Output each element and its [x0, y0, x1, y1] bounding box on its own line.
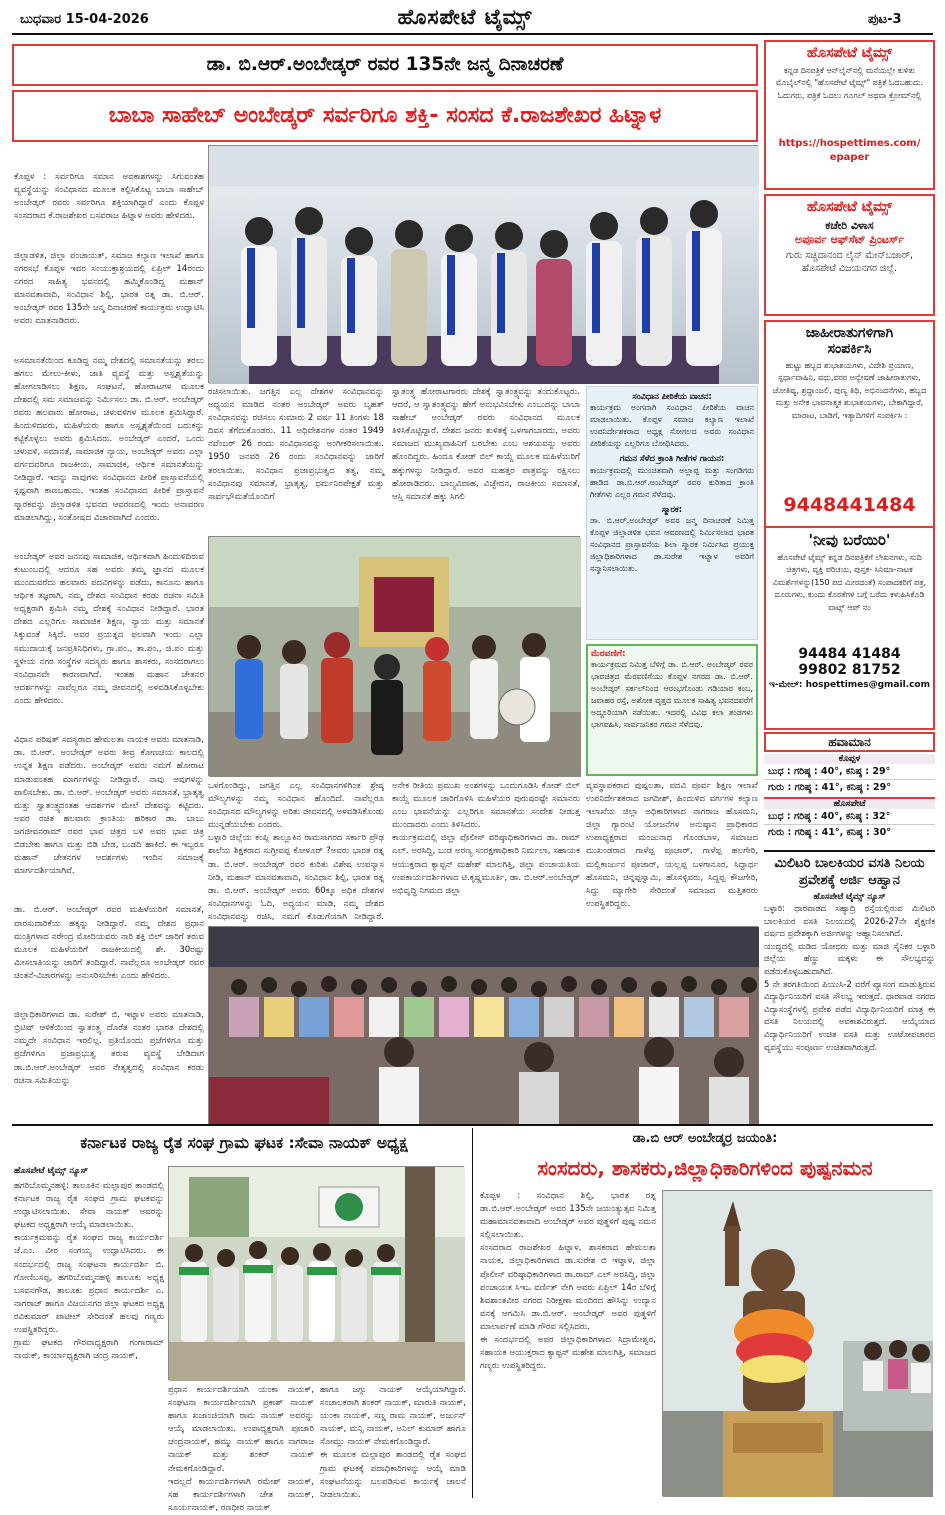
farmers-column-1: ಹಗರಿಬೊಮ್ಮನಹಳ್ಳಿ: ತಾಲೂಕಿನ ಮಲ್ಪಾಪುರ ತಾಂಡದಲ್ಲಿ ಕರ್ನಾಟಕ ರಾಜ್ಯ ರೈತ ಸಂಘದ ಗ್ರಾಮ ಘಟಕವನ್ನು ಉದ್ಘಾಟಿಸಲಾಯಿತು. ಸೇವಾ ನಾಯಕ್ ಅವರನ್ನು ಘಟಕದ ಅಧ್ಯಕ್ಷರಾಗಿ ಆಯ್ಕೆ ಮಾಡಲಾಯಿತು. ಕಾರ್ಯಕ್ರಮವನ್ನು ರೈತ ಸಂಘದ ರಾಜ್ಯ ಕಾರ್ಯದರ್ಶಿ ಜೆ.ಎಂ. ವೀರ ಸಂಗಯ್ಯ ಉದ್ಘಾಟಿಸಿದರು. ಈ ಸಂದರ್ಭದಲ್ಲಿ ರಾಜ್ಯ ಸಂಘಟನಾ ಕಾರ್ಯದರ್ಶಿ ಬಿ. ಗೋಣಿಬಸಪ್ಪ, ಹಗರಿಬೊಮ್ಮನಹಳ್ಳಿ ತಾಲೂಕು ಅಧ್ಯಕ್ಷ ಬಸವನಗೌಡ, ತಾಲೂಕು ಪ್ರಧಾನ ಕಾರ್ಯದರ್ಶಿ ಎ. ನಾಗರಾಜ್ ಹಾಗೂ ವಿಜಯನಗರ ಜಿಲ್ಲಾ ಘಟಕದ ಅಧ್ಯಕ್ಷ ರವಿಕುಮಾರ್ ಪಾಟೀಲ್ ಸೇರಿದಂತೆ ಹಲವು ಗಣ್ಯರು ಉಪಸ್ಥಿತರಿದ್ದರು. ಗ್ರಾಮ ಘಟಕದ ಗೌರವಾಧ್ಯಕ್ಷರಾಗಿ ಗಂಗಾರಾಮ್ ನಾಯಕ್, ಕಾರ್ಯಾಧ್ಯಕ್ಷರಾಗಿ ಚಂದ್ರ ನಾಯಕ್,	[14, 1181, 164, 1362]
procession-heading: ಮೆರವಣಿಗೆ:	[591, 649, 626, 659]
email-label: ಇ-ಮೇಲ್:	[769, 680, 803, 690]
lead-column-4: ವ್ಯವಸ್ಥಾಪಕರಾದ ಪುಷ್ಪಲತಾ, ಪದವಿ ಪೂರ್ವ ಶಿಕ್ಷಣ ಇಲಾಖೆ ಉಪನಿರ್ದೇಶಕರಾದ ಜಗದೀಶ್, ಹಿಂದುಳಿದ ವರ್ಗಗಳ ಕಲ್ಯಾಣ ಇಲಾಖೆಯ ಜಿಲ್ಲಾ ಅಧಿಕಾರಿಗಳಾದ ನಾಗರಾಜ ಹೊಸಮನಿ, ಜಿಲ್ಲಾ ಗ್ಯಾರಂಟಿ ಯೋಜನೆಗಳ ಅನುಷ್ಠಾನ ಪ್ರಾಧಿಕಾರದ ಉಪಾಧ್ಯಕ್ಷರಾದ ಮಂಜುನಾಥ ಗೊಂಡಬಾಳ, ಸಮಾಜದ ಮುಖಂಡರಾದ ಗಾಳೆಪ್ಪ ಪೂಜಾರ್, ಗಾಳೆಪ್ಪ ಹಲಗೇರಿ, ಮಲ್ಲಿಕಾರ್ಜುನ ಪೂಜಾರ್, ಯಲ್ಲಪ್ಪ ಬಳಗಾನೂರ, ಸಿದ್ದಾರ್ಥ ಹೊಸಮನಿ, ಚಿನ್ನಪ್ಪಸ್ವಾಮಿ, ಹೊಸಳ್ಳಿವರು, ಸಿದ್ದಪ್ಪ ಕೌಜಗೇರಿ, ಸಿದ್ದು ಮ್ಯಾಗೇರಿ ಸೇರಿದಂತೆ ಸಮಾಜದ ಮತ್ತಿತರರು ಉಪಸ್ಥಿತರಿದ್ದರು.	[586, 781, 761, 909]
office-label: ಕಚೇರಿ ವಿಳಾಸ	[825, 219, 874, 232]
lead-column-2b: ಒಳಗೊಂಡಿದ್ದು, ಜಗತ್ತಿನ ಎಲ್ಲ ಸಂವಿಧಾನಗಳಿಗಿಂತ ಶ್ರೇಷ್ಠ ಮೌಲ್ಯಗಳನ್ನು ನಮ್ಮ ಸಂವಿಧಾನ ಹೊಂದಿದೆ. ನಾವೆಲ್ಲರೂ ಸಂವಿಧಾನದ ಮೌಲ್ಯಗಳನ್ನು ಅರಿತು ಜೀವನದಲ್ಲಿ ಅಳವಡಿಸಿಕೊಂಡು ಮುನ್ನಡೆಯಬೇಕು ಎಂದರು. ಬಳ್ಳಾರಿ ಜಿಲ್ಲೆಯ ಕಂಪ್ಲಿ ತಾಲ್ಲೂಕಿನ ರಾಮಸಾಗರದ ಸರ್ಕಾರಿ ಪ್ರೌಢ ಶಾಲೆಯ ಶಿಕ್ಷಕರಾದ ಸುಗ್ರೀವಪ್ಪ ಕೋಳೂರ್ ?ಅವರು ಭಾರತ ರತ್ನ ಡಾ. ಬಿ.ಆರ್. ಅಂಬೇಡ್ಕರ್ ರವರ ಕುರಿತು ವಿಶೇಷ ಉಪನ್ಯಾಸ ನೀಡಿ, ಮಹಾನ್ ಮಾನವತಾವಾದಿ, ಸಂವಿಧಾನ ಶಿಲ್ಪಿ, ಭಾರತ ರತ್ನ ಡಾ. ಬಿ.ಆರ್. ಅಂಬೇಡ್ಕರ್ ಅವರು 60ಕ್ಕೂ ಅಧಿಕ ದೇಶಗಳ ಸಂವಿಧಾನಗಳನ್ನು ಓದಿ, ಅಧ್ಯಯನ ಮಾಡಿ, ನಮ್ಮ ದೇಶದ ಸಂವಿಧಾನವನ್ನು ರಚಿಸಿ, ನಮಗೆ ಕೊಡುಗೆಯಾಗಿ ನೀಡಿದ್ದಾರೆ.	[208, 781, 384, 922]
statue-photo	[662, 1190, 932, 1496]
farmers-column-2: ಪ್ರಧಾನ ಕಾರ್ಯದರ್ಶಿಯಾಗಿ ಯಂಕಾ ನಾಯಕ್, ಸಂಘಟನಾ ಕಾರ್ಯದರ್ಶಿಯಾಗಿ ಪ್ರಕಾಶ್ ನಾಯಕ್ ಹಾಗೂ ಖಜಾಂಚಿಯಾಗಿ ರಾಮ ನಾಯಕ್ ಅವರನ್ನು ಆಯ್ಕೆ ಮಾಡಲಾಯಿತು. ಉಪಾಧ್ಯಕ್ಷರಾಗಿ ಪೂಜಾರಿ ಚಂದ್ರನಾಯಕ್, ಹಮ್ಮು ನಾಯಕ್ ಹಾಗೂ ನಾಗರಾಜ ನಾಯಕ್ ಮತ್ತು ಶಂಕರ್ ನಾಯಕ್ ನೇಮಕಗೊಂಡಿದ್ದಾರೆ. ಇದಲ್ಲದೆ ಕಾರ್ಯದರ್ಶಿಗಳಾಗಿ ರಮೇಶ್ ನಾಯಕ್, ಸಹ ಕಾರ್ಯದರ್ಶಿಗಳಾಗಿ ಚೇತ ನಾಯಕ್, ಸೂರ್ಯನಾಯಕ್, ರಣಧೀರ ನಾಯಕ್	[168, 1385, 314, 1513]
lead-paragraph: ಅಸಮಾನತೆಯಿಂದ ಕೂಡಿದ್ದ ನಮ್ಮ ದೇಶದಲ್ಲಿ ಸಮಾನತೆಯನ್ನು ತರಲು ಹಗಲು ಮೇಲು-ಕೀಳು, ಜಾತಿ ವ್ಯವಸ್ಥೆ ಮತ್ತು ಅಸ್ಪೃಶ್ಯತೆಯನ್ನು ಹೋಗಲಾಡಿಸಲು ಶಿಕ್ಷಣ, ಸಂಘಟನೆ, ಹೋರಾಟಗಳ ಮೂಲಕ ದೇಶದಲ್ಲಿ ಸಮ ಸಮಾಜವನ್ನು ನಿರ್ಮಿಸಲು ಡಾ. ಬಿ.ಆರ್. ಅಂಬೇಡ್ಕರ್ ರವರು ಹಲವಾರು ಹೋರಾಟ, ಚಳುವಳಿಗಳ ಮೂಲಕ ಶ್ರಮಿಸಿದ್ದಾರೆ. ಹಿಂದುಳಿದವರು, ಮಹಿಳೆಯರು ಹಾಗೂ ಅಸ್ಪೃಶ್ಯತೆಯಿಂದ ಬದುಕನ್ನು ಕಟ್ಟಿಕೊಳ್ಳಲು ಅವರು ಶ್ರಮಿಸಿದರು. ಅಂಬೇಡ್ಕರ್ ಎಂದರೆ, ಒಂದು ಚಳುವಳಿ, ಸಮಾನತೆ, ಸಾಮಾಜಿಕ ನ್ಯಾಯ, ಅಂಬೇಡ್ಕರ್ ಅವರು ಎಲ್ಲಾ ವರ್ಗದವರಿಗೂ ರಾಜಕೀಯ, ಸಾಮಾಜಿಕ, ಆರ್ಥಿಕ ಸಮಾನತೆಯನ್ನು ನೀಡಿದ್ದಾರೆ. ಇದನ್ನು ನಾವುಗಳು ಸಂವಿಧಾನದ ಪೀಠಿಕೆ ಪ್ರಾಸ್ತಾವನೆಯಲ್ಲಿ ಸ್ಪಷ್ಟವಾಗಿ ಕಾಣಬಹುದು. ಇಂತಹ ಸಂವಿಧಾನದ ಪೀಠಿಕೆ ಪ್ರಾಸ್ತಾವನೆ ಸ್ಮಾರಕವನ್ನು ಜಿಲ್ಲಾಡಳಿತ ಭವನದ ಆವರಣದಲ್ಲಿ ಇಂದು ಅನಾವರಣ ಮಾಡಲಾಗಿದ್ದು, ಸಂತೋಷದ ವಿಚಾರವಾಗಿದೆ ಎಂದರು.	[14, 355, 207, 523]
masthead-title: ಹೊಸಪೇಟೆ ಟೈಮ್ಸ್	[397, 5, 533, 29]
lead-paragraph: ಅಂಬೇಡ್ಕರ್ ಅವರ ಜನನವು ಸಾಮಾಜಿಕ, ಆರ್ಥಿಕವಾಗಿ ಹಿಂದುಳಿದಿರುವ ಕುಟುಂಬದಲ್ಲಿ ಆದರೂ ಸಹ ಅವರು ತಮ್ಮ ಜ್ಞಾನದ ಮೂಲಕ ಮುಂದುವರೆದು ಹಲವಾರು ಪದವಿಗಳನ್ನು ಪಡೆದು, ಕಾನೂನು ಹಾಗೂ ಆರ್ಥಿಕ ತಜ್ಞರಾಗಿ, ನಮ್ಮ ದೇಶದ ಸಂವಿಧಾನ ಕರಡು ರಚನಾ ಸಮಿತಿ ಅಧ್ಯಕ್ಷರಾಗಿ ಶ್ರಮಿಸಿ ನಮ್ಮ ದೇಶಕ್ಕೆ ಸಂವಿಧಾನ ನೀಡಿದ್ದಾರೆ. ಭಾರತ ದೇಶದ ಎಲ್ಲರಿಗೂ ಸಾಮಾಜಿಕ ಶಿಕ್ಷಣ, ನ್ಯಾಯ ಮತ್ತು ಸಮಾನತೆ ಸಿಕ್ಕುವಂತೆ ಸಿಕ್ಕಿದೆ. ಅವರ ಪ್ರಯತ್ನದ ಫಲವಾಗಿ ಇಂದು ಎಲ್ಲಾ ಸಮುದಾಯಕ್ಕೆ ಜನಪ್ರತಿನಿಧಿಗಳು, ಗ್ರಾ.ಪಂ., ತಾ.ಪಂ., ಜಿ.ಪಂ ಮತ್ತು ಸ್ಥಳೀಯ ನಗರ ಸಂಸ್ಥೆಗಳ ಸದಸ್ಯರು ಹಾಗೂ ಶಾಸಕರು, ಸಂಸದರಾಗಲು ಸಂವಿಧಾನವೇ ಕಾರಣವಾಗಿದೆ. ಇಂತಹ ಮಹಾನ ಚೇತನರ ಆದರ್ಶಗಳನ್ನು ನಾವೆಲ್ಲರೂ ನಮ್ಮ ಜೀವನದಲ್ಲಿ ಅಳವಡಿಸಿಕೊಳ್ಳಬೇಕು ಎಂದು ಹೇಳಿದರು.	[14, 551, 207, 706]
lead-kicker-box	[12, 44, 758, 86]
sidebar	[764, 40, 935, 1120]
lead-column-3b: ಅನೇಕ ರೀತಿಯ ಪ್ರಮುಖ ಅಂಶಗಳನ್ನು ಒಂದುಗೂಡಿಸಿ ಕೋಡ್ ಬಿಲ್ ಕಾಯ್ದೆ ಮೂಲಕ ಜಾರಿಗೊಳಿಸಿ ಮಹಿಳೆಯರ ಪುರುಷರಷ್ಟೇ ಸಮಾನರು ಎಂಬ ಭಾವನೆಯನ್ನು ಎಲ್ಲರಿಗೂ ಸಮಾನತೆಯ ಸಂದೇಶ ನೀಡುತ್ತ ಮುಂದಾದರು ಎಂದು ತಿಳಿಸಿದರು. ಕಾರ್ಯಕ್ರಮದಲ್ಲಿ ಜಿಲ್ಲಾ ಪೊಲೀಸ್ ವರಿಷ್ಠಾಧಿಕಾರಿಗಳಾದ ಡಾ. ರಾಮ್ ಎಲ್. ಅರಸಿದ್ದಿ, ಬುಡ ಅರಣ್ಯ ಸಂರಕ್ಷಣಾಧಿಕಾರಿ ನಿರ್ಮಲಾ, ಸಹಾಯಕ ಆಯುಕ್ತರಾದ ಕ್ಯಾಪ್ಟನ್ ಮಹೇಶ್ ಮಾಲಗಿತ್ತಿ, ಜಿಲ್ಲಾ ಪಂಚಾಯತಿಯ ಉಪಕಾರ್ಯದರ್ಶಿಗಳಾದ ಟಿ.ಕೃಷ್ಣಮೂರ್ತಿ, ಡಾ. ಬಿ.ಆರ್.ಅಂಬೇಡ್ಕರ್ ಅಭಿವೃದ್ಧಿ ನಿಗಮದ ಜಿಲ್ಲಾ	[392, 781, 580, 896]
brand-name: ಹೊಸಪೇಟೆ ಟೈಮ್ಸ್	[806, 45, 893, 61]
farmers-story-byline: ಹೊಸಪೇಟೆ ಟೈಮ್ಸ್ ನ್ಯೂಸ್	[14, 1166, 89, 1176]
weather-city-1: ಕೊಪ್ಪಳ	[764, 754, 935, 764]
masthead-rule	[12, 33, 933, 35]
procession-box	[586, 644, 758, 776]
lead-kicker: ಡಾ. ಬಿ.ಆರ್.ಅಂಬೇಡ್ಕರ್ ರವರ 135ನೇ ಜನ್ಮ ದಿನಾಚರಣೆ	[206, 54, 564, 75]
hostel-notice	[764, 850, 935, 1125]
stage-photo	[208, 145, 758, 383]
classifieds-ad	[764, 320, 935, 552]
farmers-photo	[168, 1166, 464, 1380]
lead-column-2a: ರಚಿಸಲಾಯಿತು. ಜಗತ್ತಿನ ಎಲ್ಲ ದೇಶಗಳ ಸಂವಿಧಾನವನ್ನು ಅಧ್ಯಯನ ಮಾಡಿದ ನಂತರ ಅಂಬೇಡ್ಕರ್ ಅವರು ಬೃಹತ್ ಸಂವಿಧಾನವನ್ನು ರಚಿಸಲು ಸುಮಾರು 2 ವರ್ಷ 11 ತಿಂಗಳು 18 ದಿವಸ ತೆಗೆದುಕೊಂಡರು. 11 ಅಧಿವೇಶನಗಳ ನಂತರ 1949 ನವೆಂಬರ್ 26 ರಂದು ಸಂವಿಧಾನವನ್ನು ಅಂಗೀಕರಿಸಲಾಯಿತು. 1950 ಜನವರಿ 26 ರಂದು ಸಂವಿಧಾನವನ್ನು ಜಾರಿಗೆ ತರಲಾಯಿತು. ಸಂವಿಧಾನ ಪ್ರಜಾಪ್ರಭುತ್ವದ ತತ್ವ, ನಮ್ಮ ಸಂವಿಧಾನವು ಸಮಾನತೆ, ಭ್ರಾತೃತ್ವ, ಧರ್ಮನಿರಪೇಕ್ಷತೆ ಮತ್ತು ಸಾರ್ವಭೌಮತೆಯೊಂದಿಗೆ	[208, 387, 387, 502]
lead-paragraph: ವಿಧಾನ ಪರಿಷತ್ ಸದಸ್ಯರಾದ ಹೇಮಲತಾ ನಾಯಕ ಅವರು ಮಾತನಾಡಿ, ಡಾ. ಬಿ.ಆರ್. ಅಂಬೇಡ್ಕರ್ ಅವರು ತೀವ್ರ ಕೋಣಚಿಯ ಕಾಲದಲ್ಲಿ ಉನ್ನತ ಶಿಕ್ಷಣ ಪಡೆದರು. ಅಂಬೇಡ್ಕರ್ ಅವರು ನಮಗೆ ಹೋರಾಟ ಮಾಡುವಂತಹ ಮಾರ್ಗಗಳನ್ನು ನೀಡಿದ್ದಾರೆ. ನಾವು ಅವುಗಳನ್ನು ಪಾಲಿಸಬೇಕು. ಡಾ. ಬಿ.ಆರ್. ಅಂಬೇಡ್ಕರ್ ಅವರು ಸಮಾನತೆ, ಭ್ರಾತೃತ್ವ ಮತ್ತು ಸ್ವಾತಂತ್ರ್ಯದಂತಹ ಆದರ್ಶಗಳ ಮೇಲೆ ದೇಶವನ್ನು ಕಟ್ಟಿದರು. ಅವರ ರಚಿತ ಹಲವಾರು ಕ್ರಾಂತಿಯ ಹರಿಕಾರ ಡಾ. ಬಾಬು ಜಗಜೀವನರಾಮ್ ರವರ ಭಾವ ಚಿತ್ರದ ಬಳಿ ಅವರ ಭಾವ ಚಿತ್ರ ಬಿಡಬೇಕು ಹಾಗೂ ಮತ್ತು ಬಿಡಿ ಬೇಡ, ಬುಡದಿ ಹಾಕಿದೆ. ಈ ಇಬ್ಬರೂ ಮಹಾನ್ ಚೇತನಗಳ ಆದರ್ಶಗಳು ಇಂದಿನ ಸಮಾಜಕ್ಕೆ ಮಾರ್ಗದರ್ಶಿಯಾಗಿವೆ.	[14, 735, 207, 877]
procession-text: ಕಾರ್ಯಕ್ರಮದ ನಿಮಿತ್ತ ಬೆಳಿಗ್ಗೆ ಡಾ. ಬಿ.ಆರ್. ಅಂಬೇಡ್ಕರ್ ರವರ ಭಾವಚಿತ್ರದ ಮೆರವಣಿಗೆಯು ಕೊಪ್ಪಳ ನಗರದ ಡಾ. ಬಿ.ಆರ್. ಅಂಬೇಡ್ಕರ್ ಸರ್ಕಲ್‌ನಿಂದ ಆರಂಭಗೊಂಡು ಗಡಿಯಾರ ಕಂಬ, ಜವಾಹರ ರಸ್ತೆ, ಅಶೋಕ ವೃತ್ತದ ಮೂಲಕ ಸಾಹಿತ್ಯ ಭವನದವರೆಗೆ ಅದ್ದೂರಿಯಾಗಿ ನಡೆಯಿತು. ಇದರಲ್ಲಿ ವಿವಿಧ ಕಲಾ ತಂಡಗಳು ಭಾಗವಹಿಸಿ, ಸಾರ್ವಜನಿಕರ ಗಮನ ಸೆಳೆದವು.	[591, 660, 756, 729]
classifieds-text: ಹುಟ್ಟು ಹಬ್ಬದ ಶುಭಾಶಯಗಳು, ವಿದೇಶಿ ಪ್ರಯಾಣ, ಸ್ಪರ್ಧಾವಾಹಿನಿ, ವಧು,ವರರ ಅನ್ವೇಷಣೆ ಜಾಹೀರಾತುಗಳು, ಜೋತಿಷ್ಯ, ಶ್ರದ್ಧಾಂಜಲಿ, ಪುಣ್ಯ ತಿಥಿ, ಅಭಿನಂದನೆಗಳು, ಹಬ್ಬದ ಮತ್ತು ಅನೇಕ ಭಾವನಾತ್ಮಕ ಶುಭಾಶಯಗಳು, ಬೇಕಾಗಿದ್ದಾರೆ, ಮಾರಾಟ, ಬಾಡಿಗೆ, ಇತ್ಯಾದಿಗಳಿಗೆ ಸಂಪರ್ಕಿಸಿ :	[772, 361, 927, 420]
info-box	[586, 386, 758, 640]
brand-name: ಹೊಸಪೇಟೆ ಟೈಮ್ಸ್	[806, 199, 893, 215]
phone-1: 94484 41484	[798, 646, 901, 662]
phone-2: 99802 81752	[798, 662, 901, 678]
info-heading-preamble: ಸಂವಿಧಾನ ಪೀಠಿಕೆಯ ವಾಚನ:	[632, 391, 712, 401]
weather-row: ಬುಧ : ಗರಿಷ್ಠ : 40°, ಕನಿಷ್ಠ : 29°	[764, 764, 935, 780]
hostel-title: ಮಿಲಿಟರಿ ಬಾಲಕಿಯರ ವಸತಿ ನಿಲಯ ಪ್ರವೇಶಕ್ಕೆ ಅರ್ಜಿ ಆಹ್ವಾನ	[774, 856, 925, 888]
info-heading-songs: ಗಮನ ಸೆಳೆದ ಕ್ರಾಂತಿ ಗೀತೆಗಳ ಗಾಯನ:	[619, 453, 725, 464]
farmers-story-title: ಕರ್ನಾಟಕ ರಾಜ್ಯ ರೈತ ಸಂಘ ಗ್ರಾಮ ಘಟಕ :ಸೇವಾ ನಾಯಕ್ ಅಧ್ಯಕ್ಷ	[80, 1134, 408, 1152]
email-address[interactable]: hospettimes@gmail.com	[805, 680, 930, 690]
tribute-text: ಕೊಪ್ಪಳ : ಸಂವಿಧಾನ ಶಿಲ್ಪಿ, ಭಾರತ ರತ್ನ ಡಾ.ಬಿ.ಆರ್.ಅಂಬೇಡ್ಕರ್ ಅವರ 135ನೇ ಜಯಂತ್ಯುತ್ಸವ ನಿಮಿತ್ತ ಮಹಾಮಾನವತಾವಾದಿ ಅಂಬೇಡ್ಕರ್ ಅವರ ಪುತ್ಥಳಿಗೆ ಪುಷ್ಪ ನಮನ ಸಲ್ಲಿಸಲಾಯಿತು. ಸಂಸದರಾದ ರಾಜಶೇಖರ ಹಿಟ್ನಾಳ, ಶಾಸಕರಾದ ಹೇಮಲತಾ ನಾಯಕ, ಜಿಲ್ಲಾಧಿಕಾರಿಗಳಾದ ಡಾ.ಸುರೇಶ ಬಿ ಇಟ್ನಾಳ, ಜಿಲ್ಲಾ ಪೊಲೀಸ್ ವರಿಷ್ಠಾಧಿಕಾರಿಗಳಾದ ಡಾ.ರಾಮ್ ಎಲ್ ಅರಸಿದ್ದಿ, ಜಿಲ್ಲಾ ಪಂಚಾಯತ ಸಿಇಒ ವರ್ಣಿತ್ ನೇಗಿ ಅವರು ಏಪ್ರಿಲ್ 14ರ ಬೆಳಿಗ್ಗೆ ಶಿವಶಾಂತವೀರ ನಗರದ ನಿರೀಕ್ಷಣಾ ಮಂದಿರದ ಹೌಸಿನ್ನು ಉದ್ಯಾನ ವನಕ್ಕೆ ಆಗಮಿಸಿ ಡಾ.ಬಿ.ಆರ್. ಅಂಬೇಡ್ಕರ್ ಅವರ ಪುತ್ಥಳಿಗೆ ಮಾಲಾರ್ಪಣೆ ಮಾಡಿ ಗೌರವ ಸಲ್ಲಿಸಿದರು. ಈ ಸಂದರ್ಭದಲ್ಲಿ ಅಪರ ಜಿಲ್ಲಾಧಿಕಾರಿಗಳಾದ ಸಿದ್ರಾಮೇಶ್ವರ, ಸಹಾಯಕ ಆಯುಕ್ತರಾದ ಕ್ಯಾಪ್ಟನ್ ಮಹೇಶ ಮಾಲಗಿತ್ತಿ, ಸಮಾಜದ ಗಣ್ಯರು ಉಪಸ್ಥಿತರಿದ್ದರು.	[480, 1191, 656, 1372]
weather-row: ಗುರು : ಗರಿಷ್ಠ : 41°, ಕನಿಷ್ಠ : 30°	[768, 827, 891, 838]
weather-row: ಗುರು : ಗರಿಷ್ಠ : 41°, ಕನಿಷ್ಠ : 29°	[768, 782, 891, 793]
masthead	[0, 0, 945, 36]
classifieds-phone: 9448441484	[783, 494, 916, 516]
epaper-url[interactable]: https://hospettimes.com/ epaper	[778, 138, 921, 163]
info-text-memorial: ಡಾ. ಬಿ.ಆರ್.ಅಂಬೇಡ್ಕರ್ ಅವರ ಜನ್ಮ ದಿನಾಚರಣೆ ನಿಮಿತ್ತ ಕೊಪ್ಪಳ ಜಿಲ್ಲಾಡಳಿತ ಭವನ ಆವರಣದಲ್ಲಿ ನಿರ್ಮಿಸಲಾದ ಭಾರತ ಸಂವಿಧಾನದ ಪ್ರಾಸ್ತಾವನೆಯ ಶಿಲಾ ಸ್ಮಾರಕ ನಿರ್ಮಿಸಿದ ಪ್ರಯುಕ್ತ ಜಿಲ್ಲಾಧಿಕಾರಿಗಳಾದ ಡಾ.ಸುರೇಶ ಇಟ್ನಾಳ ಅವರಿಗೆ ಸನ್ಮಾನಿಸಲಾಯಿತು.	[590, 516, 757, 574]
column-rule	[472, 1128, 473, 1498]
hostel-text: ಬಳ್ಳಾರಿ: ಧಾರವಾಡದ ಸಹ್ಯಾದ್ರಿ ರಸ್ತೆಯಲ್ಲಿರುವ ಮಿಲಿಟರಿ ಬಾಲಕಿಯರ ವಸತಿ ನಿಲಯದಲ್ಲಿ 2026-27ನೇ ಶೈಕ್ಷಣಿಕ ವರ್ಷದ ಪ್ರವೇಶಕ್ಕಾಗಿ ಅರ್ಜಿಗಳನ್ನು ಆಹ್ವಾನಿಸಲಾಗಿದೆ. ಯುದ್ಧದಲ್ಲಿ ಮಡಿದ ಯೋಧರು ಮತ್ತು ಮಾಜಿ ಸೈನಿಕರ ಬಳ್ಳಾರಿ ಜಿಲ್ಲೆಯ ಹೆಣ್ಣು ಮಕ್ಕಳು ಈ ಸೌಲಭ್ಯವನ್ನು ಪಡೆದುಕೊಳ್ಳಬಹುದಾಗಿದೆ. 5 ನೇ ತರಗತಿಯಿಂದ ಪಿಯುಸಿ-2 ವರೆಗೆ ವ್ಯಾಸಂಗ ಮಾಡುತ್ತಿರುವ ವಿದ್ಯಾರ್ಥಿನಿಯರಿಗೆ ವಸತಿ ಸೌಲಭ್ಯ ಇರುತ್ತದೆ. ಧಾರವಾಡ ನಗರದ ವಿದ್ಯಾಸಂಸ್ಥೆಗಳಲ್ಲಿ ಪ್ರವೇಶ ಪಡೆದ ವಿದ್ಯಾರ್ಥಿನಿಯರಿಗೆ ಮಾತ್ರ ಈ ವಸತಿ ನಿಲಯದಲ್ಲಿ ಅವಕಾಶವಿರುತ್ತದೆ. ಆಯ್ಕೆಯಾದ ವಿದ್ಯಾರ್ಥಿನಿಯರಿಗೆ ಉಚಿತ ವಸತಿ ಮತ್ತು ಊಟೋಪಚಾರದ ವ್ಯವಸ್ಥೆಯು ಸಂಪೂರ್ಣ ಉಚಿತವಾಗಿರುತ್ತದೆ.	[764, 903, 935, 1052]
lead-column-3a: ಸ್ವಾತಂತ್ರ್ಯ ಹೋರಾಟಗಾರರು ದೇಶಕ್ಕೆ ಸ್ವಾತಂತ್ರ್ಯವನ್ನು ತಂದುಕೊಟ್ಟರು. ಆದರೆ, ಆ ಸ್ವಾತಂತ್ರ್ಯವನ್ನು ಹೇಗೆ ಅನುಭವಿಸಬೇಕು ಎಂಬುದನ್ನು ಬಾಬಾ ಸಾಹೇಬ್ ಅಂಬೇಡ್ಕರ್ ರವರು ಸಂವಿಧಾನದ ಮೂಲಕ ತಿಳಿಸಿಕೊಟ್ಟಿದ್ದಾರೆ. ದೇಶದ ಜನರು ತುಳಿತಕ್ಕೆ ಒಳಗಾಗಬಾರದು, ಅವರು ಸಮಾಜದ ಮುಖ್ಯವಾಹಿನಿಗೆ ಬರಬೇಕು ಎಂಬ ಆಶಯವನ್ನು ಅವರು ಹೊಂದಿದ್ದರು. ಹಿಂದೂ ಕೋಡ್ ಬಿಲ್ ಕಾಯ್ದೆ ಮೂಲಕ ಮಹಿಳೆಯರಿಗೆ ಹಕ್ಕುಗಳನ್ನು ನೀಡಿದ್ದಾರೆ. ಅವರ ಮಹತ್ತರ ಪಾತ್ರವನ್ನು ರಕ್ಷಿಸಲು ಹೋರಾಡಿದರು. ಬಾಲ್ಯವಿವಾಹ, ವಿಚ್ಛೇದನ, ರಾಜಕೀಯ ಸಮಾನತೆ, ಆಸ್ತಿ ಸಮಾನತೆ ಹಕ್ಕು ಸಿಗಲಿ	[392, 387, 583, 502]
printer-name: ಅಪೂರ್ವ ಆಫ್‌ಸೆಟ್ ಪ್ರಿಂಟರ್ಸ್	[794, 233, 905, 246]
info-text-songs: ಕಾರ್ಯಕ್ರಮದಲ್ಲಿ ಮುಂಚಿತವಾಗಿ ಅಲ್ಲಾಪ್ಪ ಮತ್ತು ಸಂಗಡಿಗರು ಹಾಡಿದ ಡಾ.ಬಿ.ಆರ್.ಅಂಬೇಡ್ಕರ್ ರವರ ಕುರಿತಾದ ಕ್ರಾಂತಿ ಗೀತೆಗಳು ಎಲ್ಲರ ಗಮನ ಸೆಳೆದವು.	[590, 465, 757, 499]
tribute-title: ಸಂಸದರು, ಶಾಸಕರು,ಜಿಲ್ಲಾಧಿಕಾರಿಗಳಿಂದ ಪುಷ್ಪನಮನ	[537, 1156, 873, 1180]
info-heading-memorial: ಸ್ಮಾರಕ:	[661, 503, 683, 514]
section-rule	[12, 1124, 933, 1126]
weather-city-2: ಹೊಸಪೇಟೆ	[764, 797, 935, 809]
info-text-preamble: ಕಾರ್ಯಕ್ರಮ ಅಂಗವಾಗಿ ಸಂವಿಧಾನ ಪೀಠಿಕೆಯ ವಾಚನ ಮಾಡಲಾಯಿತು. ಕೊಪ್ಪಳ ಸಮಾಜ ಕಲ್ಯಾಣ ಇಲಾಖೆ ಉಪನಿರ್ದೇಶಕರಾದ ಅಧ್ಯಕ್ಷ ಸೋಗಲದ ಅವರು ಸಂವಿಧಾನ ಪೀಠಿಕೆಯನ್ನು ಎಲ್ಲರಿಗೂ ಬೋಧಿಸಿದರು.	[590, 403, 757, 449]
tribute-kicker: ಡಾ.ಬಿ ಆರ್ ಅಂಬೇಡ್ಕರ್ರ ಜಯಂತಿ:	[632, 1131, 778, 1146]
hostel-byline: ಹೊಸಪೇಟೆ ಟೈಮ್ಸ್ ನ್ಯೂಸ್	[813, 891, 886, 901]
office-ad	[764, 194, 935, 316]
farmers-column-3: ಹಾಗೂ ಜಗ್ಗು ನಾಯಕ್ ಆಯ್ಕೆಯಾಗಿದ್ದಾರೆ. ಸಂಚಾಲಕರಾಗಿ ಶಂಕರ್ ನಾಯಕ್, ಮಾರುತಿ ನಾಯಕ್, ಯಂಕಾ ನಾಯಕ್, ಸಣ್ಣ ರಾಮ ನಾಯಕ್, ಅರ್ಜುನ್ ನಾಯಕ್, ಮನ್ಸಿ ನಾಯಕ್, ಅನಿಲ್ ಕುಮಾರ್ ಹಾಗೂ ಸೋಮ್ಲು ನಾಯಕ್ ನೇಮಕಗೊಂಡಿದ್ದಾರೆ. ಈ ಮೂಲಕ ಮಲ್ಪಾಪುರ ತಾಂಡದಲ್ಲಿ ರೈತ ಸಂಘದ ಗ್ರಾಮ ಘಟಕಕ್ಕೆ ಪದಾಧಿಕಾರಿಗಳನ್ನು ಆಯ್ಕೆ ಮಾಡಿ ಸಂಘಟನೆಯನ್ನು ಬಲಪಡಿಸುವ ಕಾರ್ಯಕ್ಕೆ ಚಾಲನೆ ನೀಡಲಾಯಿತು.	[320, 1385, 466, 1500]
audience-photo	[208, 926, 758, 1124]
weather-title: ಹವಾಮಾನ	[764, 732, 935, 752]
page-number: ಪುಟ-3	[868, 12, 902, 27]
procession-photo	[208, 536, 580, 776]
epaper-ad	[764, 40, 935, 190]
write-to-us-ad	[764, 526, 935, 730]
issue-date: ಬುಧವಾರ 15-04-2026	[20, 12, 149, 27]
weather-box	[764, 732, 935, 852]
classifieds-title: ಜಾಹೀರಾತುಗಳಿಗಾಗಿ	[805, 325, 894, 341]
lead-headline-box	[12, 90, 758, 142]
lead-paragraph: ಜಿಲ್ಲಾಧಿಕಾರಿಗಳಾದ ಡಾ. ಸುರೇಶ್ ಬಿ. ಇಟ್ನಾಳ ಅವರು ಮಾತನಾಡಿ, ಬ್ರಿಟಿಷ್ ಆಳಿಕೆಯಿಂದ ಸ್ವಾತಂತ್ರ್ಯ ದೊರೆತ ನಂತರ ಭಾರತ ದೇಶದಲ್ಲಿ ನಮ್ಮದೇ ಸಂವಿಧಾನ ಇರಲಿಲ್ಲ. ಪ್ರತಿಯೊಂದು ಪ್ರಜೆಗಳಿಗೂ ಮತ್ತು ಪ್ರಜೆಗಳಿಗೂ ಪ್ರಜಾಪ್ರಭುತ್ವ ತರುವ ವ್ಯವಸ್ಥೆ ಬೇಡಿದಾಗ ಡಾ.ಬಿ.ಆರ್.ಅಂಬೇಡ್ಕರ್ ಅವರ ನೇತೃತ್ವದಲ್ಲಿ ಸಂವಿಧಾನ ಕರಡು ರಚನಾ ಸಮಿತಿಯನ್ನು	[14, 1010, 207, 1086]
lead-paragraph: ಡಾ. ಬಿ.ಆರ್. ಅಂಬೇಡ್ಕರ್ ರವರ ಮಹಿಳೆಯರಿಗೆ ಸಮಾನತೆ, ವಾರಸುದಾರಿಕೆಯ ಹಕ್ಕನ್ನು ನೀಡಿದ್ದಾರೆ. ನಮ್ಮ ದೇಶದ ಪ್ರಧಾನ ಮಂತ್ರಿಗಳಾದ ನರೇಂದ್ರ ಮೋದಿಯವರು ನಾರಿ ಶಕ್ತಿ ಬಿಲ್ ಜಾರಿಗೆ ತರುವ ಮೂಲಕ ಮಹಿಳೆಯರಿಗೆ ರಾಜಕೀಯದಲ್ಲಿ ಶೇ. 30ರಷ್ಟು ಮೀಸಲಾತಿಯನ್ನು ಜಾರಿಗೆ ತಂದಿದ್ದಾರೆ. ನಾವೆಲ್ಲರೂ ಅಂಬೇಡ್ಕರ್ ರವರ ಚಿಂತನೆ-ವಿಚಾರಗಳನ್ನು ಅನುಸರಿಸಬೇಕು ಎಂದು ಹೇಳಿದರು.	[14, 905, 207, 981]
lead-column-1	[14, 145, 207, 1127]
write-title: 'ನೀವು ಬರೆಯಿರಿ'	[808, 531, 891, 549]
lead-paragraph: ಜಿಲ್ಲಾಡಳಿತ, ಜಿಲ್ಲಾ ಪಂಚಾಯತ್, ಸಮಾಜ ಕಲ್ಯಾಣ ಇಲಾಖೆ ಹಾಗೂ ನಗರಸಭೆ ಕೊಪ್ಪಳ ಇವರ ಸಂಯುಕ್ತಾಶ್ರಯದಲ್ಲಿ ಏಪ್ರಿಲ್ 14ರಂದು ನಗರದ ಸಾಹಿತ್ಯ ಭವನದಲ್ಲಿ ಹಮ್ಮಿಕೊಂಡಿದ್ದ ಮಹಾನ್ ಮಾನವತಾವಾದಿ, ಸಂವಿಧಾನ ಶಿಲ್ಪಿ, ಭಾರತ ರತ್ನ ಡಾ. ಬಿ.ಆರ್. ಅಂಬೇಡ್ಕರ್ ರವರ 135ನೇ ಜನ್ಮ ದಿನಾಚರಣೆ ಕಾರ್ಯಕ್ರಮ ಉದ್ಘಾಟಿಸಿ ಅವರು ಮಾತನಾಡಿದರು.	[14, 250, 207, 327]
office-address: ಗುರು ಸಚ್ಚಿದಾನಂದ ಲೈನ್ ಮೇನ್‌ಬಜಾರ್, ಹೊಸಪೇಟೆ ವಿಜಯನಗರ ಜಿಲ್ಲೆ.	[785, 250, 914, 274]
weather-row: ಬುಧ : ಗರಿಷ್ಠ : 40°, ಕನಿಷ್ಠ : 32°	[764, 809, 935, 825]
lead-headline: ಬಾಬಾ ಸಾಹೇಬ್ ಅಂಬೇಡ್ಕರ್ ಸರ್ವರಿಗೂ ಶಕ್ತಿ- ಸಂಸದ ಕೆ.ರಾಜಶೇಖರ ಹಿಟ್ನಾಳ	[108, 103, 662, 128]
epaper-text: ಕನ್ನಡ ದಿನಪತ್ರಿಕೆ ಆನ್‌ಲೈನ್‌ನಲ್ಲಿ ಮನೆಯಲ್ಲೇ ಕುಳಿತು ಮೊಬೈಲ್‌ನಲ್ಲಿ "ಹೊಸಪೇಟೆ ಟೈಮ್ಸ್" ಪತ್ರಿಕೆ ಓದಬಹುದು. ಓದುಗರು, ಪತ್ರಿಕೆ ಓದಲು ಗೂಗಲ್ ಅಥವಾ ಕ್ರೋಮ್‌ನಲ್ಲಿ	[775, 66, 924, 100]
write-text: ಹೊಸಪೇಟೆ ಟೈಮ್ಸ್ ಕನ್ನಡ ದಿನಪತ್ರಿಕೆಗೆ ಲೇಖನಗಳು, ಸುದಿ ಚಿತ್ರಗಳು, ವ್ಯಕ್ತಿ ಪರಿಚಯ, ಪುಸ್ತಕ- ಸಿನಿಮಾ-ನಾಟಕ ವಿಮರ್ಶೆಗಳನ್ನು(150 ಪದ ಮೀರದಂತೆ) ಸಂಪಾದಕರಿಗೆ ಪತ್ರ, ದೂರುಗಳು, ಕುಂದು ಕೊರತೆಗಳ ಬಗ್ಗೆ ಬರೆದು ಕಳುಹಿಸಿಕೊಡಿ ವಾಟ್ಸ್ ಆಪ್ ನಂ	[772, 553, 927, 612]
classifieds-contact: ಸಂಪರ್ಕಿಸಿ	[827, 341, 872, 357]
email-line	[769, 680, 930, 690]
lead-paragraph: ಕೊಪ್ಪಳ : ಸರ್ವರಿಗೂ ಸಮಾನ ಅವಕಾಶಗಳನ್ನು ಸಿಗುವಂತಹ ವ್ಯವಸ್ಥೆಯನ್ನು ಸಂವಿಧಾನದ ಮೂಲಕ ಕಲ್ಪಿಸಿಕೊಟ್ಟ ಬಾಬಾ ಸಾಹೇಬ್ ಅಂಬೇಡ್ಕರ್ ರವರು ಸರ್ವರಿಗೂ ಶಕ್ತಿಯಾಗಿದ್ದಾರೆ ಎಂದು ಕೊಪ್ಪಳ ಸಂಸದರಾದ ಕೆ.ರಾಜಶೇಖರ ಬಸವರಾಜ ಹಿಟ್ನಾಳ ಅವರು ಹೇಳಿದರು.	[14, 172, 207, 222]
